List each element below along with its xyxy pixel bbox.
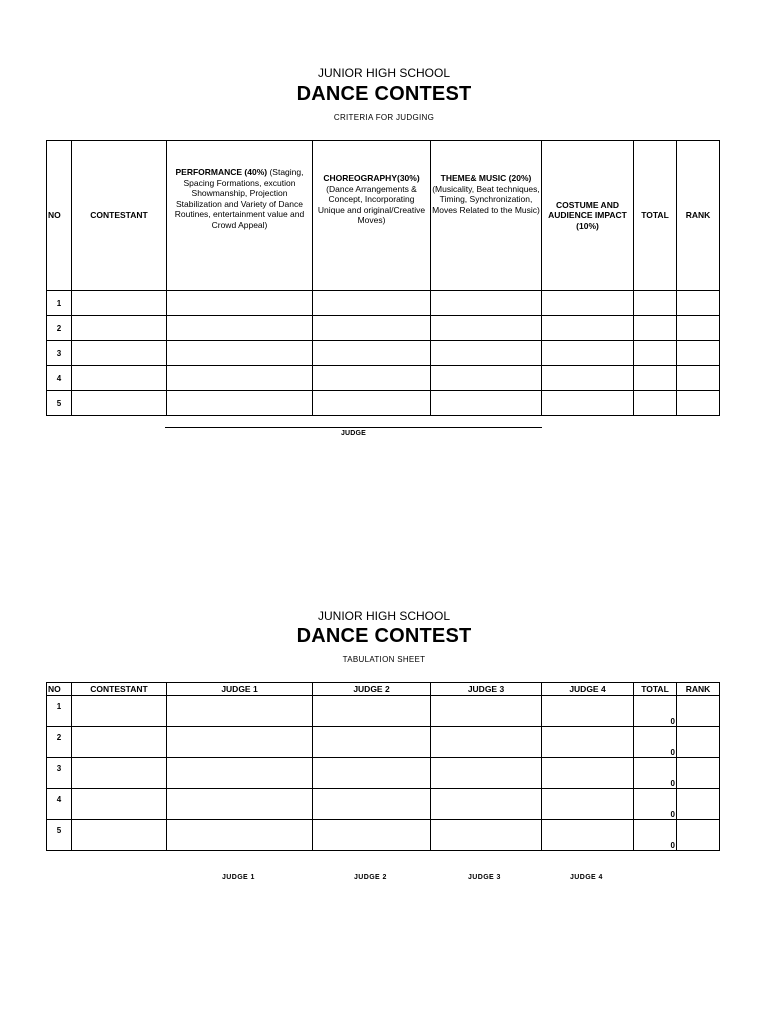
header-judge-2: JUDGE 2 xyxy=(313,683,431,696)
table-row xyxy=(47,316,720,341)
header-rank: RANK xyxy=(677,141,720,291)
total-cell[interactable] xyxy=(634,366,677,391)
rank-cell[interactable] xyxy=(677,341,720,366)
judge-3-cell[interactable] xyxy=(431,789,542,820)
total-cell[interactable]: 0 xyxy=(634,696,677,727)
header-performance xyxy=(167,141,313,291)
performance-cell[interactable] xyxy=(167,341,313,366)
contestant-cell[interactable] xyxy=(72,366,167,391)
total-cell[interactable] xyxy=(634,341,677,366)
header-contestant: CONTESTANT xyxy=(72,141,167,291)
row-number: 1 xyxy=(47,696,72,727)
judge-signature-line xyxy=(165,427,542,428)
theme-music-cell[interactable] xyxy=(431,291,542,316)
table-row xyxy=(47,291,720,316)
total-cell[interactable] xyxy=(634,391,677,416)
contestant-cell[interactable] xyxy=(72,341,167,366)
row-number: 3 xyxy=(47,341,72,366)
judge-3-cell[interactable] xyxy=(431,758,542,789)
contest-title: DANCE CONTEST xyxy=(296,625,472,647)
judge-3-cell[interactable] xyxy=(431,696,542,727)
header-judge-1: JUDGE 1 xyxy=(167,683,313,696)
choreography-cell[interactable] xyxy=(313,341,431,366)
header-total: TOTAL xyxy=(634,683,677,696)
contestant-cell[interactable] xyxy=(72,696,167,727)
costume-cell[interactable] xyxy=(542,366,634,391)
table-row xyxy=(47,366,720,391)
theme-music-cell[interactable] xyxy=(431,341,542,366)
header-total: TOTAL xyxy=(634,141,677,291)
contestant-cell[interactable] xyxy=(72,291,167,316)
tabulation-subtitle: TABULATION SHEET xyxy=(342,655,426,664)
choreography-cell[interactable] xyxy=(313,391,431,416)
total-cell[interactable] xyxy=(634,291,677,316)
choreography-cell[interactable] xyxy=(313,291,431,316)
header-theme-music xyxy=(431,141,542,291)
costume-cell[interactable] xyxy=(542,391,634,416)
judge-3-cell[interactable] xyxy=(431,727,542,758)
choreography-label: CHOREOGRAPHY(30%) xyxy=(323,173,420,183)
table-row xyxy=(47,789,720,820)
header-no: NO xyxy=(47,141,72,291)
criteria-table xyxy=(46,140,720,416)
total-cell[interactable]: 0 xyxy=(634,758,677,789)
theme-music-description: (Musicality, Beat techniques, Timing, Synchronization, Moves Related to the Music) xyxy=(432,183,540,215)
header-no: NO xyxy=(47,683,72,696)
theme-music-cell[interactable] xyxy=(431,366,542,391)
total-cell[interactable] xyxy=(634,316,677,341)
rank-cell[interactable] xyxy=(677,789,720,820)
contestant-cell[interactable] xyxy=(72,316,167,341)
performance-cell[interactable] xyxy=(167,316,313,341)
tabulation-table xyxy=(46,682,720,851)
costume-cell[interactable] xyxy=(542,341,634,366)
performance-cell[interactable] xyxy=(167,366,313,391)
row-number: 3 xyxy=(47,758,72,789)
row-number: 1 xyxy=(47,291,72,316)
judge-2-cell[interactable] xyxy=(313,758,431,789)
theme-music-cell[interactable] xyxy=(431,391,542,416)
choreography-cell[interactable] xyxy=(313,316,431,341)
judge-1-cell[interactable] xyxy=(167,727,313,758)
judge-2-cell[interactable] xyxy=(313,789,431,820)
theme-music-label: THEME& MUSIC (20%) xyxy=(440,173,532,183)
contestant-cell[interactable] xyxy=(72,727,167,758)
rank-cell[interactable] xyxy=(677,696,720,727)
criteria-subtitle: CRITERIA FOR JUDGING xyxy=(333,113,435,122)
rank-cell[interactable] xyxy=(677,391,720,416)
row-number: 2 xyxy=(47,316,72,341)
row-number: 4 xyxy=(47,789,72,820)
table-row xyxy=(47,341,720,366)
judge-4-cell[interactable] xyxy=(542,727,634,758)
rank-cell[interactable] xyxy=(677,366,720,391)
rank-cell[interactable] xyxy=(677,820,720,851)
judge-3-cell[interactable] xyxy=(431,820,542,851)
row-number: 4 xyxy=(47,366,72,391)
contestant-cell[interactable] xyxy=(72,789,167,820)
performance-label: PERFORMANCE (40%) xyxy=(175,167,268,177)
table-row xyxy=(47,696,720,727)
judge-1-signature-label: JUDGE 1 xyxy=(222,874,255,881)
table-row xyxy=(47,820,720,851)
contestant-cell[interactable] xyxy=(72,820,167,851)
row-number: 2 xyxy=(47,727,72,758)
contestant-cell[interactable] xyxy=(72,758,167,789)
judge-2-cell[interactable] xyxy=(313,727,431,758)
judge-2-cell[interactable] xyxy=(313,820,431,851)
header-judge-3: JUDGE 3 xyxy=(431,683,542,696)
school-name: JUNIOR HIGH SCHOOL xyxy=(317,66,450,80)
row-number: 5 xyxy=(47,820,72,851)
judge-4-signature-label: JUDGE 4 xyxy=(570,874,603,881)
judge-signature-label: JUDGE xyxy=(340,430,367,437)
total-cell[interactable]: 0 xyxy=(634,789,677,820)
choreography-description: (Dance Arrangements & Concept, Incorporating Unique and original/Creative Moves) xyxy=(317,183,426,225)
judge-1-cell[interactable] xyxy=(167,696,313,727)
table-row xyxy=(47,391,720,416)
school-name: JUNIOR HIGH SCHOOL xyxy=(317,609,450,623)
judge-4-cell[interactable] xyxy=(542,696,634,727)
judge-1-cell[interactable] xyxy=(167,789,313,820)
costume-cell[interactable] xyxy=(542,316,634,341)
judge-1-cell[interactable] xyxy=(167,820,313,851)
performance-cell[interactable] xyxy=(167,291,313,316)
judge-2-cell[interactable] xyxy=(313,696,431,727)
header-contestant: CONTESTANT xyxy=(72,683,167,696)
contestant-cell[interactable] xyxy=(72,391,167,416)
table-row xyxy=(47,727,720,758)
judge-4-cell[interactable] xyxy=(542,789,634,820)
judge-3-signature-label: JUDGE 3 xyxy=(468,874,501,881)
judge-4-cell[interactable] xyxy=(542,820,634,851)
total-cell[interactable]: 0 xyxy=(634,727,677,758)
judge-4-cell[interactable] xyxy=(542,758,634,789)
rank-cell[interactable] xyxy=(677,727,720,758)
header-choreography xyxy=(313,141,431,291)
rank-cell[interactable] xyxy=(677,291,720,316)
header-judge-4: JUDGE 4 xyxy=(542,683,634,696)
table-row xyxy=(47,758,720,789)
rank-cell[interactable] xyxy=(677,758,720,789)
choreography-cell[interactable] xyxy=(313,366,431,391)
performance-cell[interactable] xyxy=(167,391,313,416)
judge-1-cell[interactable] xyxy=(167,758,313,789)
row-number: 5 xyxy=(47,391,72,416)
performance-description: (Staging, Spacing Formations, excution Showmanship, Projection Stabilization and Variety of Dance Routines, entertainment value and Crowd Appeal) xyxy=(174,167,305,230)
total-cell[interactable]: 0 xyxy=(634,820,677,851)
theme-music-cell[interactable] xyxy=(431,316,542,341)
rank-cell[interactable] xyxy=(677,316,720,341)
header-costume: COSTUME AND AUDIENCE IMPACT (10%) xyxy=(542,141,634,291)
header-rank: RANK xyxy=(677,683,720,696)
contest-title: DANCE CONTEST xyxy=(296,83,472,105)
judge-2-signature-label: JUDGE 2 xyxy=(354,874,387,881)
costume-cell[interactable] xyxy=(542,291,634,316)
